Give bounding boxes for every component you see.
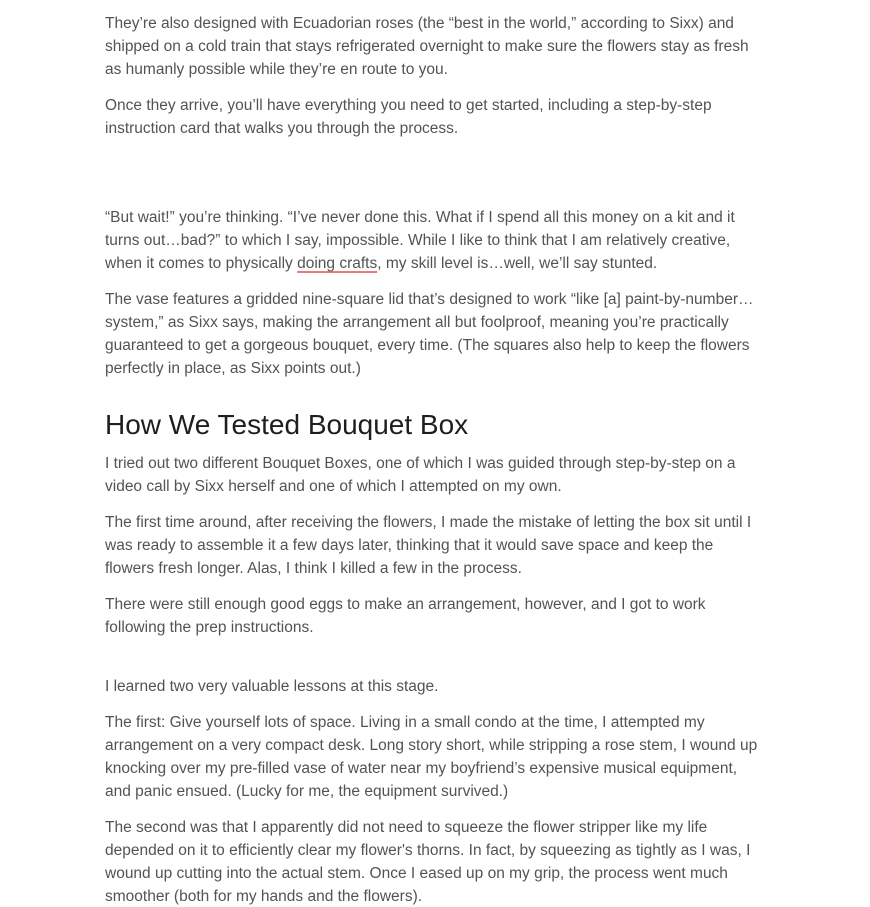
content-gap — [105, 652, 765, 675]
paragraph-text: , my skill level is…well, we’ll say stunted. — [377, 255, 658, 272]
paragraph: The second was that I apparently did not need to squeeze the flower stripper like my life depended on it to efficiently clear my flower's thorns. In fact, by squeezing as tightly as I was, I wound up cutting into the actual stem. Once I eased up on my grip, the process went much smoother (both for my hands and the flowers). — [105, 819, 751, 905]
paragraph: The first: Give yourself lots of space. Living in a small condo at the time, I attempted my arrangement on a very compact desk. Long story short, while stripping a rose stem, I wound up knocking over my pre-filled vase of water near my boyfriend’s expensive musical equipment, and panic ensued. (Lucky for me, the equipment survived.) — [105, 714, 758, 800]
paragraph: Once they arrive, you’ll have everything you need to get started, including a step-by-step instruction card that walks you through the process. — [105, 97, 712, 137]
paragraph: I learned two very valuable lessons at this stage. — [105, 678, 439, 695]
paragraph: The vase features a gridded nine-square lid that’s designed to work “like [a] paint-by-number…​system,” as Sixx says, making the arrangement all but foolproof, meaning you’re practically guaranteed to get a gorgeous bouquet, every time. (The squares also help to keep the flowers perfectly in place, as Sixx points out.) — [105, 291, 754, 377]
paragraph — [105, 206, 765, 275]
paragraph-text: “But wait!” you’re thinking. “I’ve never done this. What if I spend all this money on a kit and it turns out…bad?” to which I say, impossible. While I like to think that I am relatively creative, when it comes to physically — [105, 209, 735, 272]
doing-crafts-link[interactable]: doing crafts — [297, 255, 378, 272]
content-gap — [105, 153, 765, 206]
paragraph: I tried out two different Bouquet Boxes, one of which I was guided through step-by-step on a video call by Sixx herself and one of which I attempted on my own. — [105, 455, 736, 495]
paragraph: They’re also designed with Ecuadorian roses (the “best in the world,” according to Sixx) and shipped on a cold train that stays refrigerated overnight to make sure the flowers stay as fresh as humanly possible while they’re en route to you. — [105, 15, 749, 78]
paragraph: The first time around, after receiving the flowers, I made the mistake of letting the box sit until I was ready to assemble it a few days later, thinking that it would save space and keep the flowers fresh longer. Alas, I think I killed a few in the process. — [105, 514, 752, 577]
paragraph: There were still enough good eggs to make an arrangement, however, and I got to work following the prep instructions. — [105, 596, 706, 636]
section-heading: How We Tested Bouquet Box — [105, 409, 469, 440]
